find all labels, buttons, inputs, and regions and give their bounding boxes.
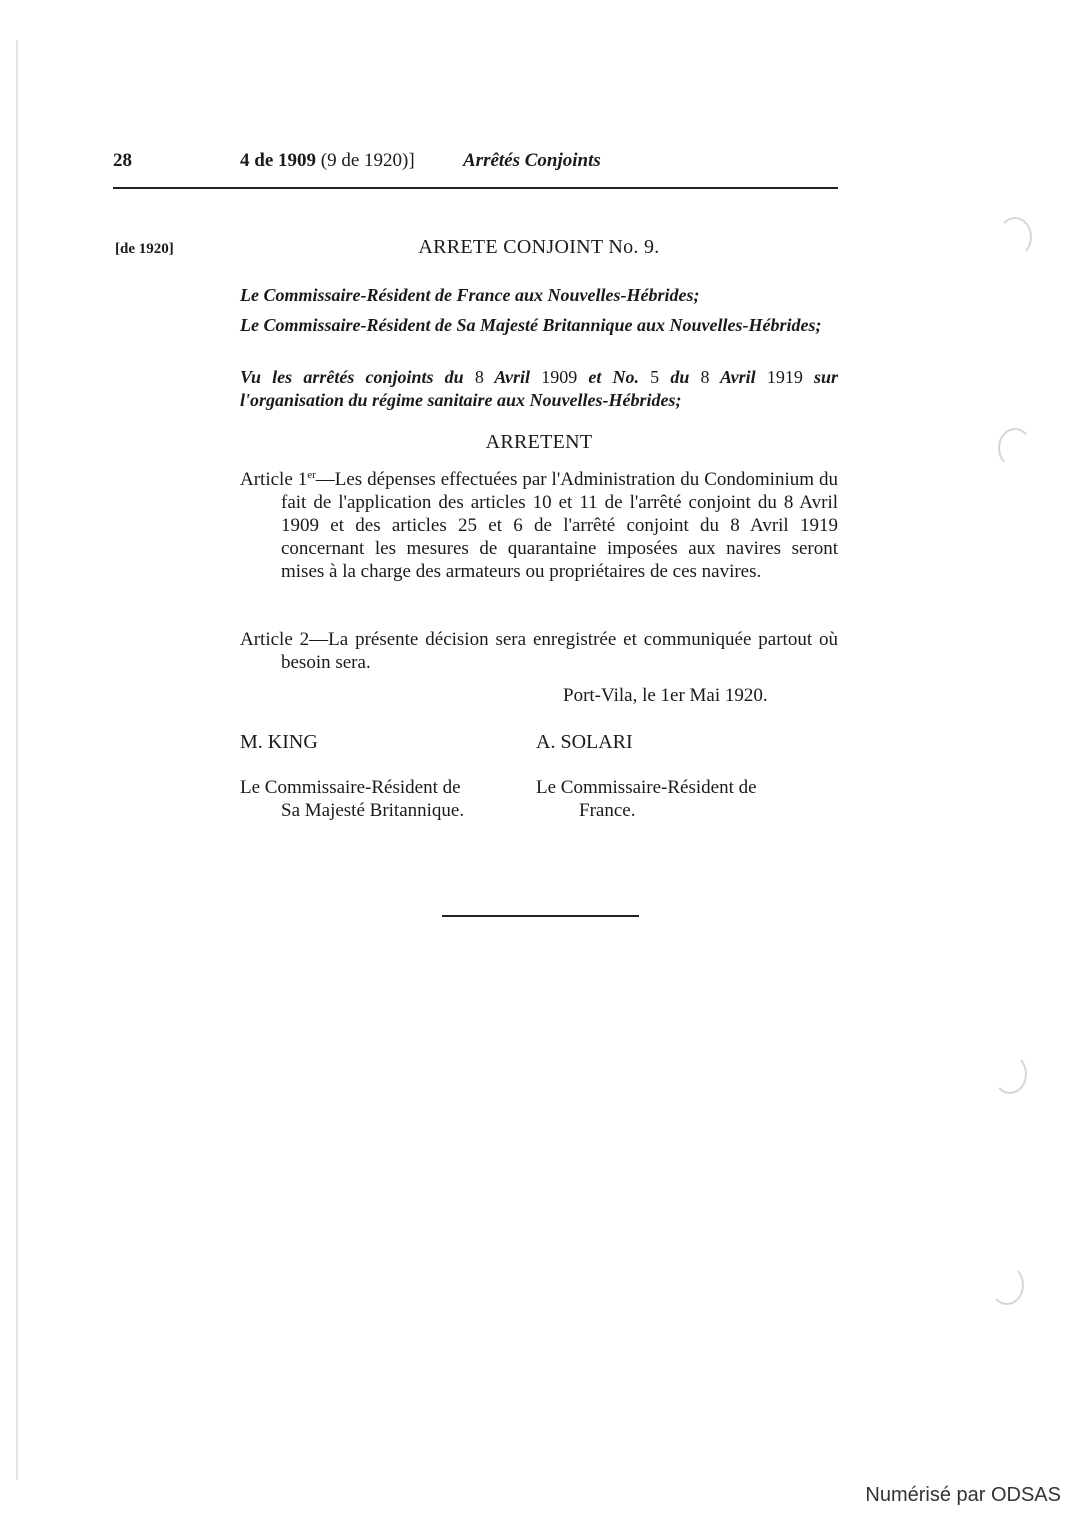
punch-hole [998,428,1032,468]
signatory-left-role [240,776,502,822]
punch-hole [990,1265,1024,1305]
punch-hole [998,217,1032,257]
preamble-line-1: Le Commissaire-Résident de France aux Nouvelles-Hébrides; [240,285,700,305]
header-ref-rest: (9 de 1920)] [316,150,415,171]
binding-edge [16,40,18,1480]
punch-hole [993,1054,1027,1094]
section-heading-arretent: ARRETENT [485,431,593,453]
page-number: 28 [113,150,132,171]
article-1-label: Article 1 [240,469,308,490]
signatory-left-name: M. KING [240,731,318,753]
article-1 [240,468,838,583]
left-role-line-1: Le Commissaire-Résident de [240,777,461,798]
right-role-line-1: Le Commissaire-Résident de [536,777,757,798]
left-role-line-2: Sa Majesté Britannique. [281,800,465,821]
article-2: Article 2—La présente décision sera enregistrée et communiquée partout où besoin sera. [240,629,838,673]
header-reference [240,150,415,172]
preamble-line-2: Le Commissaire-Résident de Sa Majesté Britannique aux Nouvelles-Hébrides; [240,315,822,335]
preamble-line-3: Vu les arrêtés conjoints du 8 Avril 1909 et No. 5 du 8 Avril 1919 sur l'organisation du régime sanitaire aux Nouvelles-Hébrides; [240,367,839,410]
right-role-line-2: France. [579,800,636,821]
header-ref-bold: 4 de 1909 [240,150,316,171]
document-title: ARRETE CONJOINT No. 9. [418,236,660,258]
signatory-right-name: A. SOLARI [536,731,633,753]
article-1-superscript: er [307,469,316,481]
date-line: Port-Vila, le 1er Mai 1920. [563,685,768,706]
running-header [113,150,838,174]
signatory-right-role [536,776,806,822]
header-divider [113,187,838,189]
header-title: Arrêtés Conjoints [463,150,601,171]
margin-note: [de 1920] [115,241,174,257]
end-divider [442,915,639,917]
article-1-text: —Les dépenses effectuées par l'Administration du Condominium du fait de l'application des articles 10 et 11 de l'arrêté conjoint du 8 Avril 1909 et des articles 25 et 6 de l'arrêté conjoint du 8 Avril 1919 concernant les mesures de quarantaine imposées aux navires seront mises à la charge des armateurs ou propriétaires de ces navires. [281,469,838,582]
digitization-watermark: Numérisé par ODSAS [865,1484,1061,1506]
